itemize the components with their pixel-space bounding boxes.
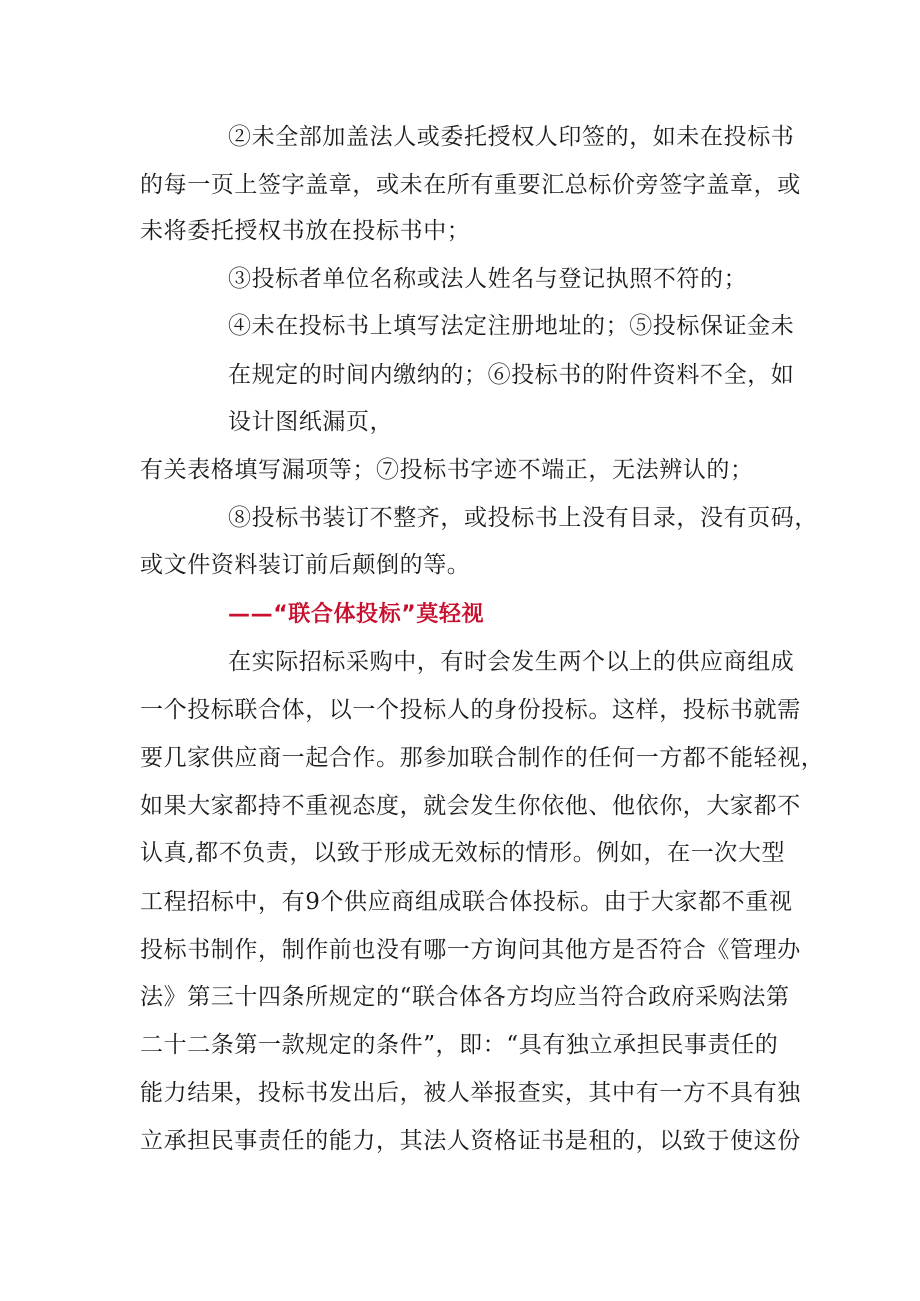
text-line-16: 认真,都不负责，以致于形成无效标的情形。例如，在一次大型 [140, 840, 786, 866]
text-line-10: 或文件资料装订前后颠倒的等。 [140, 552, 471, 578]
text-line-6: 在规定的时间内缴纳的；⑥投标书的附件资料不全，如 [228, 362, 795, 388]
section-heading: ——“联合体投标”莫轻视 [228, 602, 485, 627]
text-line-21: 能力结果，投标书发出后，被人举报查实，其中有一方不具有独 [140, 1080, 801, 1106]
text-line-20: 二十二条第一款规定的条件”，即：“具有独立承担民事责任的 [140, 1032, 779, 1058]
text-line-3: 未将委托授权书放在投标书中； [140, 218, 471, 244]
text-line-17: 工程招标中，有9个供应商组成联合体投标。由于大家都不重视 [140, 889, 793, 915]
text-line-9: ⑧投标书装订不整齐，或投标书上没有目录，没有页码， [228, 505, 818, 531]
text-line-2: 的每一页上签字盖章，或未在所有重要汇总标价旁签字盖章，或 [140, 172, 801, 198]
text-line-1: ②未全部加盖法人或委托授权人印签的，如未在投标书 [228, 124, 795, 150]
text-line-8: 有关表格填写漏项等；⑦投标书字迹不端正，无法辨认的； [140, 457, 754, 483]
text-line-15: 如果大家都持不重视态度，就会发生你依他、他依你，大家都不 [140, 793, 801, 819]
text-line-5: ④未在投标书上填写法定注册地址的；⑤投标保证金未 [228, 313, 795, 339]
text-line-19: 法》第三十四条所规定的“联合体各方均应当符合政府采购法第 [140, 984, 790, 1010]
text-line-18: 投标书制作，制作前也没有哪一方询问其他方是否符合《管理办 [140, 937, 801, 963]
text-line-22: 立承担民事责任的能力，其法人资格证书是租的，以致于使这份 [140, 1128, 801, 1154]
text-line-7: 设计图纸漏页， [228, 409, 394, 435]
text-line-4: ③投标者单位名称或法人姓名与登记执照不符的； [228, 266, 748, 292]
text-line-12: 在实际招标采购中，有时会发生两个以上的供应商组成 [228, 649, 795, 675]
text-line-14: 要几家供应商一起合作。那参加联合制作的任何一方都不能轻视， [140, 745, 825, 771]
text-line-13: 一个投标联合体，以一个投标人的身份投标。这样，投标书就需 [140, 697, 801, 723]
